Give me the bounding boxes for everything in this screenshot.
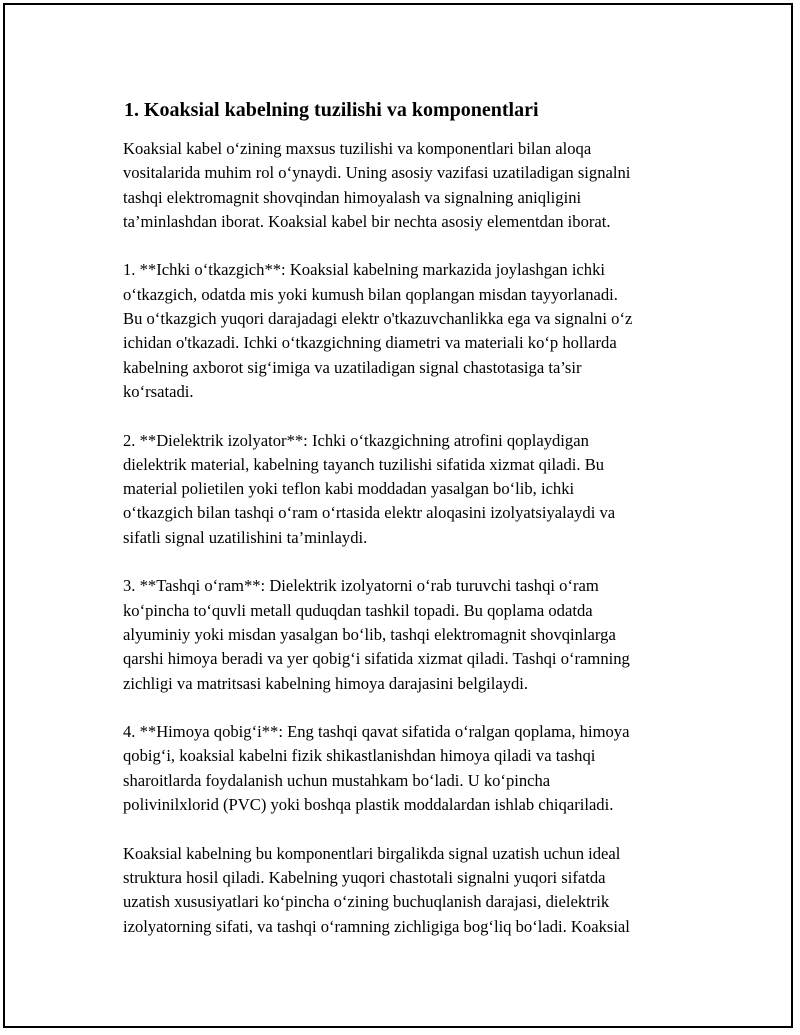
page-frame [3, 3, 793, 1028]
intro-paragraph: Koaksial kabel o‘zining maxsus tuzilishi va komponentlari bilan aloqa vositalarida muhim rol o‘ynaydi. Uning asosiy vazifasi uzatiladigan signalni tashqi elektromagnit shovqindan himoyalash va signalning aniqligini ta’minlashdan iborat. Koaksial kabel bir nechta asosiy elementdan iborat. [123, 139, 631, 231]
closing-paragraph: Koaksial kabelning bu komponentlari birgalikda signal uzatish uchun ideal struktura hosil qiladi. Kabelning yuqori chastotali signalni yuqori sifatda uzatish xususiyatlari ko‘pincha o‘zining buchuqlanish darajasi, dielektrik izolyatorning sifati, va tashqi o‘ramning zichligiga bog‘liq bo‘ladi. Koaksial [123, 843, 630, 936]
paragraph-dielectric-insulator: 2. **Dielektrik izolyator**: Ichki o‘tkazgichning atrofini qoplaydigan dielektrik material, kabelning tayanch tuzilishi sifatida xizmat qiladi. Bu material polietilen yoki teflon kabi moddadan yasalgan bo‘lib, ichki o‘tkazgich bilan tashqi o‘ram o‘rtasida elektr aloqasini izolyatsiyalaydi va sifatli signal uzatilishini ta’minlaydi. [123, 430, 616, 547]
document-title: 1. Koaksial kabelning tuzilishi va komponentlari [124, 99, 539, 121]
paragraph-outer-shield: 3. **Tashqi o‘ram**: Dielektrik izolyatorni o‘rab turuvchi tashqi o‘ram ko‘pincha to‘quvli metall quduqdan tashkil topadi. Bu qoplama odatda alyuminiy yoki misdan yasalgan bo‘lib, tashqi elektromagnit shovqinlarga qarshi himoya beradi va yer qobig‘i sifatida xizmat qiladi. Tashqi o‘ramning zichligi va matritsasi kabelning himoya darajasini belgilaydi. [123, 576, 630, 693]
paragraph-protective-jacket: 4. **Himoya qobig‘i**: Eng tashqi qavat sifatida o‘ralgan qoplama, himoya qobig‘i, koaksial kabelni fizik shikastlanishdan himoya qiladi va tashqi sharoitlarda foydalanish uchun mustahkam bo‘ladi. U ko‘pincha polivinilxlorid (PVC) yoki boshqa plastik moddalardan ishlab chiqariladi. [123, 722, 630, 815]
document-body [119, 97, 699, 963]
paragraph-inner-conductor: 1. **Ichki o‘tkazgich**: Koaksial kabelning markazida joylashgan ichki o‘tkazgich, odatda mis yoki kumush bilan qoplangan misdan tayyorlanadi. Bu o‘tkazgich yuqori darajadagi elektr o'tkazuvchanlikka ega va signalni o‘z ichidan o'tkazadi. Ichki o‘tkazgichning diametri va materiali ko‘p hollarda kabelning axborot sig‘imiga va uzatiladigan signal chastotasiga ta’sir ko‘rsatadi. [123, 260, 633, 401]
